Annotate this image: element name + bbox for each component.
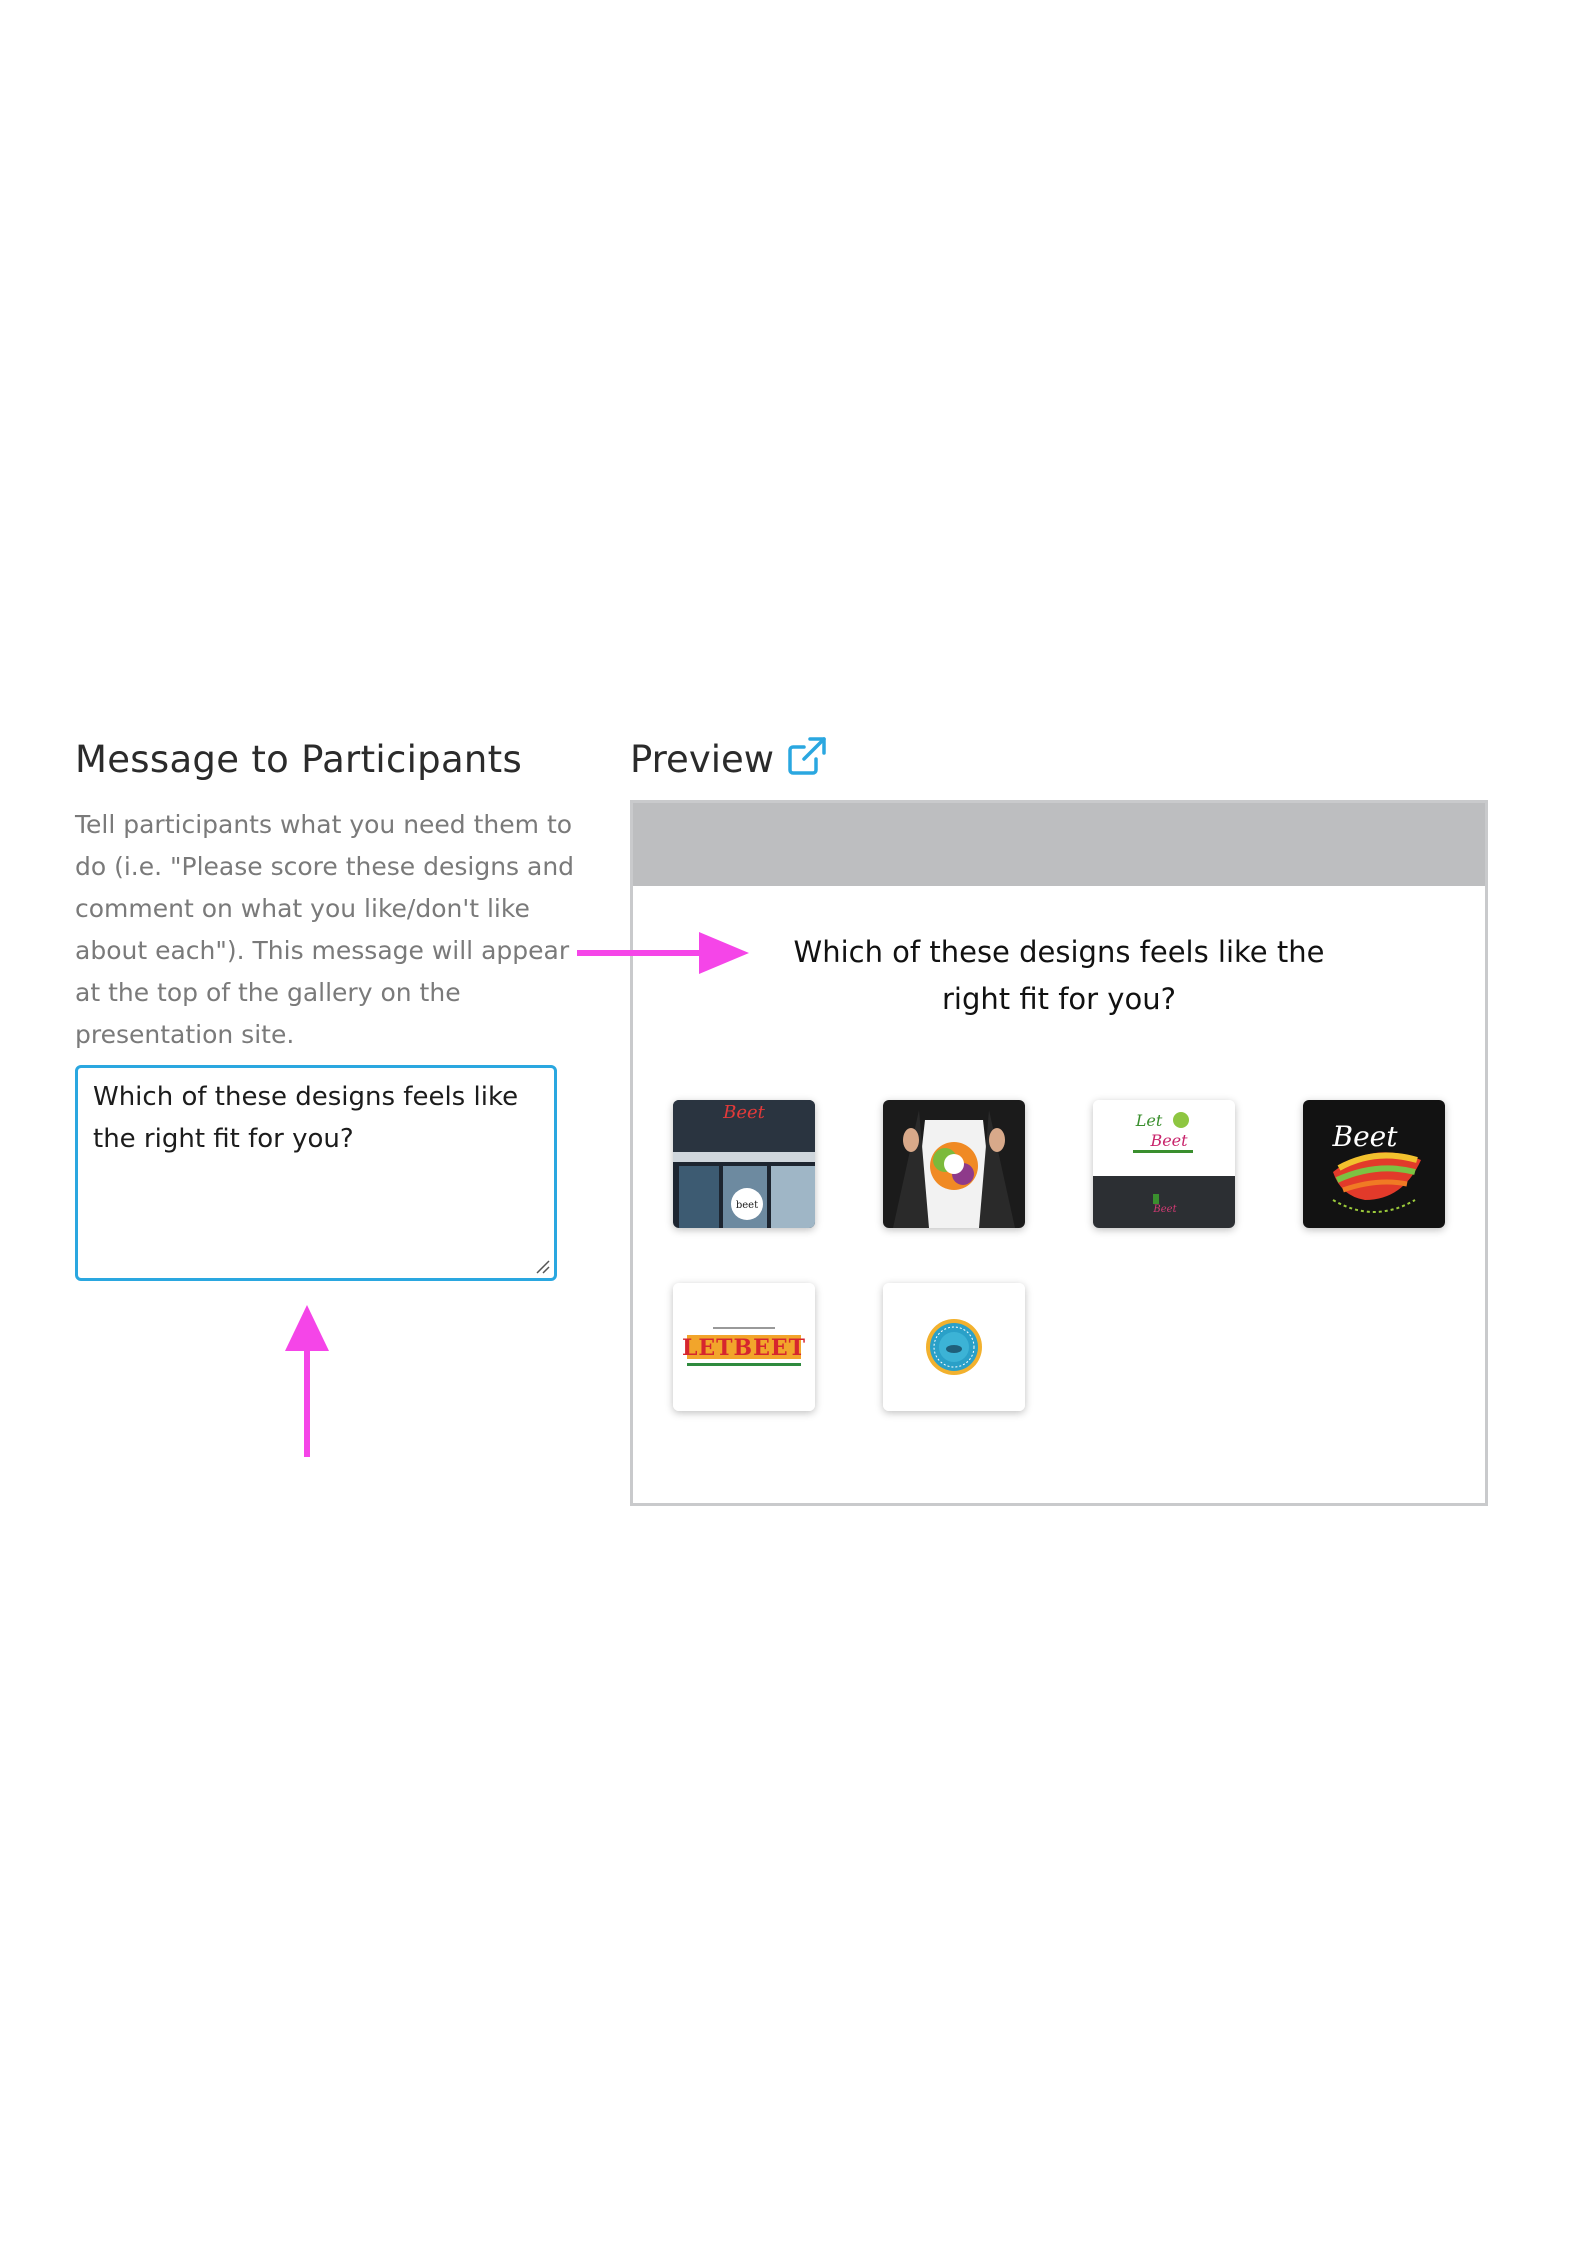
svg-text:Let: Let: [1135, 1111, 1163, 1130]
resize-handle-icon[interactable]: [534, 1258, 550, 1274]
design-thumbnail-tshirt[interactable]: [883, 1100, 1025, 1228]
preview-question-text: Which of these designs feels like the right fit for you?: [793, 935, 1325, 1016]
svg-text:beet: beet: [735, 1200, 759, 1211]
svg-text:Beet: Beet: [1332, 1120, 1398, 1153]
message-textarea-value: Which of these designs feels like the right fit for you?: [93, 1082, 519, 1154]
preview-title: Preview: [630, 738, 775, 781]
preview-question: [633, 929, 1485, 1023]
annotation-arrow-right-icon: [575, 930, 751, 976]
message-section-description: Tell participants what you need them to do (i.e. "Please score these designs and comment on what you like/don't like about each"). This message will appear at the top of the gallery on the presentation site.: [75, 810, 575, 1049]
message-textarea[interactable]: [75, 1065, 557, 1281]
preview-heading: [630, 738, 828, 781]
design-thumbnail-circle-badge[interactable]: [883, 1283, 1025, 1411]
svg-text:Beet: Beet: [723, 1102, 765, 1123]
svg-text:Beet: Beet: [1153, 1204, 1177, 1215]
preview-header-bar: [633, 803, 1485, 886]
design-thumbnail-let-it-beet-cards[interactable]: [1093, 1100, 1235, 1228]
preview-frame: [630, 800, 1488, 1506]
message-section-title: Message to Participants: [75, 738, 523, 781]
svg-text:Beet: Beet: [1150, 1131, 1188, 1150]
svg-text:LETBEET: LETBEET: [681, 1335, 807, 1361]
annotation-arrow-up-icon: [283, 1305, 331, 1457]
design-thumbnail-window-decal[interactable]: [673, 1100, 815, 1228]
design-thumbnail-beet-black[interactable]: [1303, 1100, 1445, 1228]
external-link-icon[interactable]: [786, 735, 828, 777]
design-thumbnail-let-it-beet-wordmark[interactable]: [673, 1283, 815, 1411]
